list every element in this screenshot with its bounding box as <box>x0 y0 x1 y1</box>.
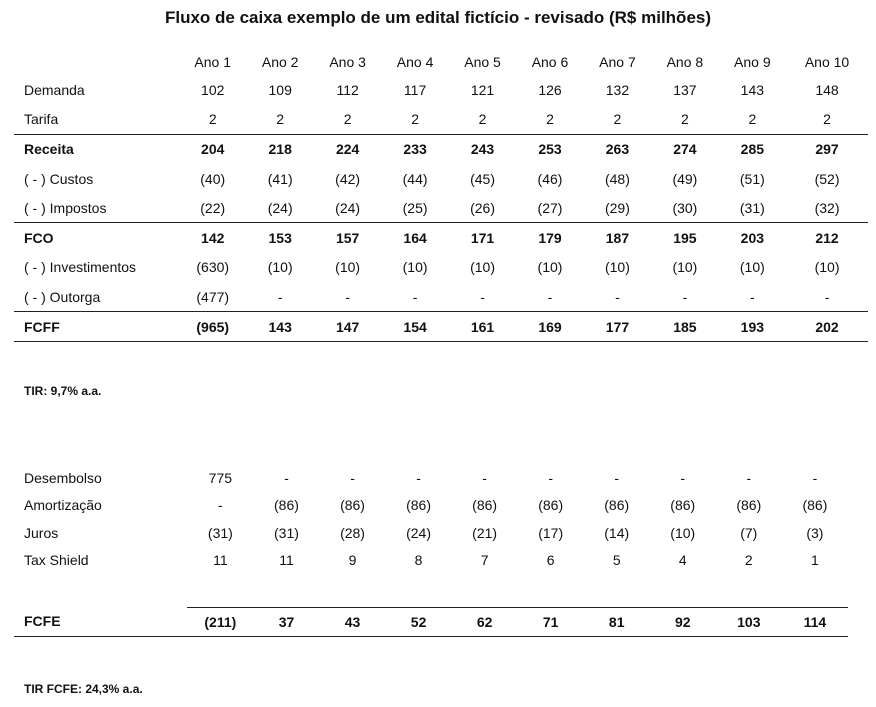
value-cell: (10) <box>739 259 765 276</box>
row-label: ( - ) Custos <box>24 170 94 187</box>
table-row <box>14 193 868 223</box>
header-empty-cell <box>14 48 179 75</box>
value-cell: 1 <box>811 552 819 569</box>
value-cell: (29) <box>584 193 651 223</box>
value-cell: (24) <box>314 193 381 223</box>
value-cell: (45) <box>470 170 495 187</box>
value-cell: 193 <box>719 312 786 342</box>
table-row <box>14 223 868 253</box>
table-row <box>14 134 868 164</box>
row-label: Tarifa <box>14 105 179 135</box>
value-cell: 147 <box>314 312 381 342</box>
value-cell: 102 <box>201 81 225 98</box>
value-cell: 2 <box>651 105 718 135</box>
value-cell: - <box>246 282 313 312</box>
value-cell: 103 <box>716 607 782 636</box>
value-cell: 775 <box>208 469 233 486</box>
value-cell: - <box>614 469 620 486</box>
value-cell: 274 <box>673 141 697 158</box>
value-cell: 2 <box>246 105 313 135</box>
year-header: Ano 4 <box>396 53 434 70</box>
value-cell: - <box>548 469 553 486</box>
value-cell: 169 <box>516 312 583 342</box>
value-cell: (24) <box>246 193 313 223</box>
value-cell: - <box>416 469 421 486</box>
value-cell: - <box>680 469 686 486</box>
value-cell: 2 <box>381 105 448 135</box>
value-cell: 157 <box>335 230 360 247</box>
value-cell: 233 <box>403 141 427 158</box>
value-cell: 7 <box>480 552 489 569</box>
table-row <box>14 312 868 342</box>
year-header: Ano 9 <box>734 53 771 70</box>
value-cell: (86) <box>538 497 564 514</box>
value-cell: (44) <box>402 170 428 187</box>
year-header: Ano 6 <box>531 53 569 70</box>
separator-line <box>187 574 848 607</box>
tir-fcfe-note: TIR FCFE: 24,3% a.a. <box>24 682 143 696</box>
table-row <box>14 253 868 283</box>
value-cell: (10) <box>537 259 563 276</box>
table-title: Fluxo de caixa exemplo de um edital fictício - revisado (R$ milhões) <box>164 8 712 27</box>
value-cell: (86) <box>604 497 630 514</box>
value-cell: 4 <box>678 552 687 569</box>
value-cell: 37 <box>253 607 319 636</box>
fcff-table <box>14 48 868 342</box>
value-cell: (31) <box>719 193 786 223</box>
value-cell: - <box>350 469 355 486</box>
row-label: FCFE <box>14 607 187 636</box>
year-header: Ano 2 <box>261 53 299 70</box>
value-cell: (211) <box>187 607 253 636</box>
value-cell: 112 <box>336 81 359 98</box>
value-cell: 285 <box>740 141 765 158</box>
table-row <box>14 607 848 636</box>
value-cell: (51) <box>739 170 765 187</box>
value-cell: 253 <box>538 141 562 158</box>
value-cell: (52) <box>814 170 840 187</box>
value-cell: 143 <box>740 81 765 98</box>
value-cell: (10) <box>402 259 428 276</box>
row-label: ( - ) Impostos <box>14 193 179 223</box>
row-label: Tax Shield <box>24 552 89 569</box>
value-cell: 2 <box>719 105 786 135</box>
value-cell: 164 <box>403 230 427 247</box>
row-label: Desembolso <box>24 469 102 486</box>
value-cell: 171 <box>470 230 495 247</box>
value-cell: (40) <box>200 170 226 187</box>
value-cell: (48) <box>604 170 630 187</box>
table-row <box>14 492 848 520</box>
value-cell: - <box>651 282 718 312</box>
value-cell: (41) <box>267 170 293 187</box>
value-cell: (42) <box>335 170 361 187</box>
year-header: Ano 10 <box>804 53 850 70</box>
value-cell: 132 <box>605 81 630 98</box>
value-cell: - <box>786 282 868 312</box>
value-cell: (10) <box>470 259 495 276</box>
value-cell: (17) <box>538 524 564 541</box>
year-header: Ano 8 <box>666 53 704 70</box>
value-cell: (86) <box>406 497 432 514</box>
value-cell: (46) <box>537 170 563 187</box>
value-cell: (86) <box>736 497 762 514</box>
value-cell: 204 <box>201 141 225 158</box>
value-cell: - <box>516 282 583 312</box>
value-cell: 263 <box>605 141 630 158</box>
value-cell: (25) <box>381 193 448 223</box>
value-cell: 137 <box>673 81 697 98</box>
value-cell: 177 <box>584 312 651 342</box>
value-cell: 109 <box>268 81 292 98</box>
value-cell: - <box>314 282 381 312</box>
value-cell: 148 <box>815 81 839 98</box>
value-cell: (965) <box>179 312 246 342</box>
value-cell: 2 <box>516 105 583 135</box>
row-label: Juros <box>24 524 59 541</box>
row-label: FCFF <box>14 312 179 342</box>
fcfe-table <box>14 464 848 637</box>
value-cell: 154 <box>381 312 448 342</box>
value-cell: 202 <box>786 312 868 342</box>
value-cell: 187 <box>605 230 630 247</box>
value-cell: 71 <box>518 607 584 636</box>
row-label: FCO <box>24 230 54 247</box>
value-cell: - <box>284 469 289 486</box>
value-cell: 2 <box>584 105 651 135</box>
row-label: ( - ) Outorga <box>14 282 179 312</box>
value-cell: 224 <box>335 141 360 158</box>
value-cell: (32) <box>786 193 868 223</box>
value-cell: 114 <box>782 607 848 636</box>
value-cell: (31) <box>207 524 233 541</box>
value-cell: 92 <box>650 607 716 636</box>
value-cell: (10) <box>335 259 361 276</box>
value-cell: 5 <box>612 552 621 569</box>
value-cell: - <box>812 469 818 486</box>
value-cell: 8 <box>414 552 423 569</box>
row-label: Receita <box>24 141 74 158</box>
value-cell: (86) <box>274 497 299 514</box>
table-row <box>14 164 868 194</box>
value-cell: 2 <box>449 105 516 135</box>
value-cell: 11 <box>213 552 228 569</box>
value-cell: (31) <box>274 524 299 541</box>
value-cell: 185 <box>651 312 718 342</box>
value-cell: (10) <box>672 259 698 276</box>
value-cell: (10) <box>604 259 630 276</box>
value-cell: - <box>584 282 651 312</box>
value-cell: (10) <box>670 524 696 541</box>
value-cell: (10) <box>267 259 293 276</box>
value-cell: - <box>449 282 516 312</box>
value-cell: 2 <box>744 552 753 569</box>
spacer-row <box>14 574 848 607</box>
value-cell: 81 <box>584 607 650 636</box>
value-cell: 62 <box>452 607 518 636</box>
value-cell: (28) <box>340 524 365 541</box>
value-cell: 11 <box>279 552 294 569</box>
value-cell: (10) <box>814 259 840 276</box>
year-header: Ano 5 <box>464 53 501 70</box>
row-label: ( - ) Investimentos <box>24 259 137 276</box>
value-cell: (21) <box>472 524 498 541</box>
value-cell: 126 <box>538 81 562 98</box>
value-cell: 143 <box>246 312 313 342</box>
year-header: Ano 3 <box>329 53 366 70</box>
value-cell: 52 <box>386 607 452 636</box>
value-cell: 2 <box>786 105 868 135</box>
value-cell: 297 <box>815 141 839 158</box>
table-row <box>14 547 848 575</box>
value-cell: 117 <box>403 81 427 98</box>
value-cell: 6 <box>546 552 555 569</box>
value-cell: 2 <box>179 105 246 135</box>
value-cell: (30) <box>651 193 718 223</box>
table-row <box>14 519 848 547</box>
value-cell: 243 <box>470 141 495 158</box>
year-header: Ano 1 <box>194 53 232 70</box>
value-cell: 218 <box>268 141 292 158</box>
value-cell: (22) <box>179 193 246 223</box>
table-row <box>14 75 868 105</box>
value-cell: (477) <box>179 282 246 312</box>
value-cell: (86) <box>802 497 828 514</box>
value-cell: 2 <box>314 105 381 135</box>
value-cell: (3) <box>806 524 824 541</box>
value-cell: (24) <box>406 524 432 541</box>
tir-fcff-note: TIR: 9,7% a.a. <box>24 384 102 398</box>
table-row <box>14 105 868 135</box>
value-cell: 212 <box>815 230 839 247</box>
value-cell: 203 <box>740 230 765 247</box>
value-cell: (27) <box>516 193 583 223</box>
value-cell: - <box>746 469 752 486</box>
table-row <box>14 282 868 312</box>
row-label: Amortização <box>24 497 102 514</box>
value-cell: (7) <box>740 524 758 541</box>
value-cell: (86) <box>340 497 365 514</box>
year-header-row <box>14 48 868 75</box>
value-cell: 153 <box>268 230 292 247</box>
value-cell: - <box>381 282 448 312</box>
value-cell: (26) <box>449 193 516 223</box>
value-cell: (86) <box>472 497 498 514</box>
value-cell: 9 <box>348 552 357 569</box>
value-cell: - <box>719 282 786 312</box>
value-cell: 195 <box>673 230 697 247</box>
value-cell: 121 <box>470 81 495 98</box>
value-cell: 179 <box>538 230 562 247</box>
value-cell: 161 <box>449 312 516 342</box>
value-cell: - <box>482 469 487 486</box>
value-cell: (14) <box>604 524 630 541</box>
table-row <box>14 464 848 492</box>
value-cell: (49) <box>672 170 698 187</box>
value-cell: (630) <box>196 259 230 276</box>
value-cell: (86) <box>670 497 696 514</box>
year-header: Ano 7 <box>599 53 636 70</box>
spacer-cell <box>14 574 187 607</box>
value-cell: 142 <box>201 230 225 247</box>
value-cell: - <box>218 497 223 514</box>
value-cell: 43 <box>320 607 386 636</box>
row-label: Demanda <box>24 81 85 98</box>
